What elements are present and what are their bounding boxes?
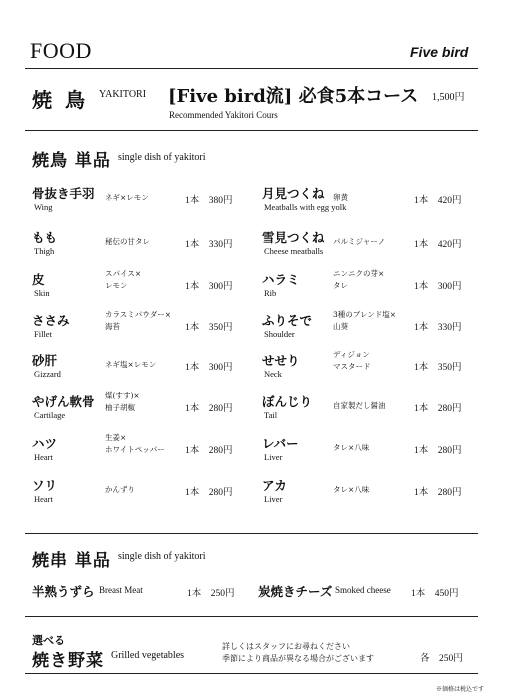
menu-item-name-en: Tail bbox=[264, 410, 278, 420]
menu-item-name: せせり bbox=[262, 353, 300, 368]
skewer-item-name-en: Smoked cheese bbox=[335, 585, 391, 595]
veg-title: 焼き野菜 bbox=[32, 651, 104, 671]
menu-item-name-en: Neck bbox=[264, 369, 282, 379]
skewer-section-heading: 焼串 単品 bbox=[32, 551, 111, 571]
brand-logo: Five bird bbox=[410, 44, 469, 60]
menu-item-name: 砂肝 bbox=[32, 353, 58, 368]
menu-item-seasoning: スパイス× レモン bbox=[105, 269, 142, 290]
menu-item-seasoning: 生姜× ホワイトペッパー bbox=[105, 433, 165, 454]
single-section-heading-en: single dish of yakitori bbox=[118, 152, 206, 163]
menu-item-price: 1本 420円 bbox=[414, 196, 462, 206]
menu-item-seasoning: 卵黄 bbox=[333, 193, 348, 202]
menu-item-name: 雪見つくね bbox=[262, 230, 325, 245]
menu-item-seasoning: カラスミパウダー× 海苔 bbox=[105, 310, 171, 331]
menu-item-name: やげん軟骨 bbox=[32, 394, 95, 409]
menu-item-seasoning: 3種のブレンド塩× 山葵 bbox=[333, 310, 397, 331]
course-price: 1,500円 bbox=[432, 92, 465, 103]
page-title: FOOD bbox=[30, 38, 92, 63]
menu-item-name-en: Liver bbox=[264, 494, 283, 504]
menu-item-name: ささみ bbox=[32, 313, 70, 328]
footer-divider bbox=[25, 673, 478, 674]
menu-item-name: アカ bbox=[262, 478, 287, 493]
menu-item-name-en: Cheese meatballs bbox=[264, 246, 324, 256]
menu-item-price: 1本 280円 bbox=[414, 488, 462, 498]
menu-item-seasoning: タレ×八味 bbox=[333, 443, 370, 452]
menu-item-name-en: Rib bbox=[264, 288, 277, 298]
menu-item-seasoning: 秘伝の甘タレ bbox=[105, 237, 150, 246]
veg-prefix: 選べる bbox=[32, 634, 65, 647]
menu-item-seasoning: ディジョン マスタード bbox=[333, 350, 371, 371]
menu-item-name: もも bbox=[32, 230, 58, 245]
menu-item-seasoning: 煤(すす)× 柚子胡椒 bbox=[105, 391, 140, 412]
header-divider bbox=[25, 68, 478, 69]
menu-item-seasoning: ネギ塩×レモン bbox=[105, 360, 157, 369]
skewer-section-heading-en: single dish of yakitori bbox=[118, 551, 206, 562]
menu-item-price: 1本 420円 bbox=[414, 240, 462, 250]
yakitori-heading: 焼 鳥 bbox=[32, 88, 88, 112]
tax-note: ※価格は税込です bbox=[436, 686, 485, 693]
menu-item-price: 1本 300円 bbox=[414, 282, 462, 292]
skewer-item-name: 半熟うずら bbox=[32, 584, 95, 599]
menu-item-price: 1本 300円 bbox=[185, 282, 233, 292]
menu-item-seasoning: ネギ×レモン bbox=[105, 193, 149, 202]
menu-item-name-en: Fillet bbox=[34, 329, 52, 339]
menu-item-price: 1本 330円 bbox=[185, 240, 233, 250]
menu-item-name-en: Skin bbox=[34, 288, 50, 298]
menu-item-name: ハラミ bbox=[262, 272, 300, 287]
menu-item-name: ふりそで bbox=[262, 313, 313, 328]
menu-item-name-en: Wing bbox=[34, 202, 53, 212]
course-subtitle: Recommended Yakitori Cours bbox=[169, 110, 278, 120]
menu-item-name-en: Meatballs with egg yolk bbox=[264, 202, 347, 212]
skewer-item-name: 炭焼きチーズ bbox=[258, 584, 333, 599]
menu-item-name-en: Heart bbox=[34, 452, 53, 462]
menu-item-price: 1本 350円 bbox=[414, 363, 462, 373]
skewer-item-price: 1本 450円 bbox=[411, 589, 459, 599]
yakitori-heading-en: YAKITORI bbox=[99, 89, 147, 100]
menu-item-name: レバー bbox=[262, 436, 299, 451]
menu-item-price: 1本 300円 bbox=[185, 363, 233, 373]
veg-price: 各 250円 bbox=[420, 654, 463, 664]
single-section-heading: 焼鳥 単品 bbox=[32, 151, 111, 171]
menu-item-name-en: Shoulder bbox=[264, 329, 295, 339]
veg-title-en: Grilled vegetables bbox=[111, 650, 185, 661]
menu-item-name: ハツ bbox=[32, 436, 58, 451]
menu-item-price: 1本 280円 bbox=[185, 404, 233, 414]
menu-item-name-en: Liver bbox=[264, 452, 283, 462]
veg-note: 詳しくはスタッフにお尋ねください 季節により商品が異なる場合がございます bbox=[222, 642, 374, 663]
menu-item-name-en: Cartilage bbox=[34, 410, 66, 420]
menu-item-price: 1本 330円 bbox=[414, 323, 462, 333]
menu-item-price: 1本 380円 bbox=[185, 196, 233, 206]
skewer-item-price: 1本 250円 bbox=[187, 589, 235, 599]
menu-item-price: 1本 350円 bbox=[185, 323, 233, 333]
menu-item-name: ぼんじり bbox=[262, 394, 313, 409]
menu-item-price: 1本 280円 bbox=[414, 446, 462, 456]
menu-item-name: 皮 bbox=[32, 272, 45, 287]
menu-item-seasoning: 自家製だし醤油 bbox=[333, 401, 386, 410]
menu-item-seasoning: ニンニクの芽× タレ bbox=[333, 269, 385, 290]
menu-item-name: 骨抜き手羽 bbox=[32, 186, 95, 201]
menu-item-name-en: Heart bbox=[34, 494, 53, 504]
skewer-divider bbox=[25, 616, 478, 617]
skewer-item-name-en: Breast Meat bbox=[99, 585, 143, 595]
menu-item-name-en: Gizzard bbox=[34, 369, 61, 379]
menu-item-seasoning: パルミジャーノ bbox=[333, 237, 386, 246]
menu-item-price: 1本 280円 bbox=[185, 446, 233, 456]
course-divider bbox=[25, 130, 478, 131]
menu-item-name: ソリ bbox=[32, 478, 58, 493]
menu-item-seasoning: タレ×八味 bbox=[333, 485, 370, 494]
menu-item-price: 1本 280円 bbox=[414, 404, 462, 414]
single-divider bbox=[25, 533, 478, 534]
menu-item-name: 月見つくね bbox=[262, 186, 325, 201]
menu-item-seasoning: かんずり bbox=[105, 485, 135, 494]
course-title: [Five bird流] 必食5本コース bbox=[168, 86, 419, 107]
menu-item-name-en: Thigh bbox=[34, 246, 55, 256]
menu-item-price: 1本 280円 bbox=[185, 488, 233, 498]
